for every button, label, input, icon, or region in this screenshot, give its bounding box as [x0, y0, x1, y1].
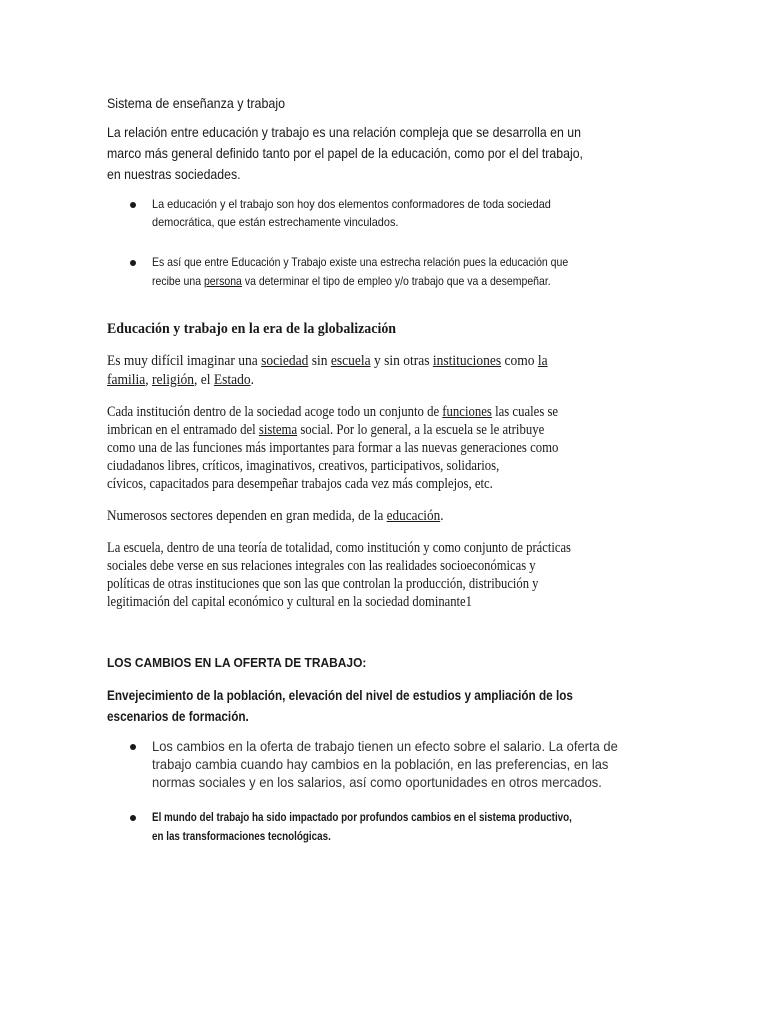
section2-p2-line-3: como una de las funciones más importantes para formar a las nuevas generaciones como: [107, 440, 559, 456]
link-religion[interactable]: religión: [151, 372, 194, 388]
section1-bullet2-line-1: Es así que entre Educación y Trabajo existe una estrecha relación pues la educación que: [152, 255, 569, 269]
section2-p2-line-5: cívicos, capacitados para desempeñar trabajos cada vez más complejos, etc.: [107, 476, 493, 492]
section2-p4-line-3: políticas de otras instituciones que son las que controlan la producción, distribución y: [107, 576, 539, 592]
bullet-icon: [130, 260, 136, 266]
text-segment: .: [250, 372, 254, 388]
link-sociedad[interactable]: sociedad: [261, 353, 309, 369]
section2-p2-line-2: [107, 423, 544, 438]
section3-subtitle-line-1: Envejecimiento de la población, elevación del nivel de estudios y ampliación de los: [107, 687, 573, 703]
section3-bullet1-line-1: Los cambios en la oferta de trabajo tienen un efecto sobre el salario. La oferta de: [152, 738, 618, 754]
link-instituciones[interactable]: instituciones: [432, 353, 502, 369]
section3-bullet1-line-2: trabajo cambia cuando hay cambios en la población, en las preferencias, en las: [152, 756, 609, 772]
section2-p4-line-4: legitimación del capital económico y cultural en la sociedad dominante1: [107, 594, 472, 610]
bullet-icon: [130, 744, 136, 750]
link-la-familia[interactable]: la: [537, 353, 548, 369]
text-segment: , el: [193, 372, 214, 388]
link-funciones[interactable]: funciones: [442, 404, 492, 420]
text-segment: ,: [145, 372, 152, 388]
section2-p4-line-2: sociales debe verse en sus relaciones integrales con las realidades socioeconómicas y: [107, 558, 536, 574]
section1-intro-line-2: marco más general definido tanto por el papel de la educación, como por el del trabajo,: [107, 145, 583, 161]
text-segment: recibe una: [152, 274, 204, 288]
section2-p1-line-2: [107, 373, 254, 388]
section3-bullet2-line-1: El mundo del trabajo ha sido impactado por profundos cambios en el sistema productivo,: [152, 810, 572, 824]
section3-bullet1-line-3: normas sociales y en los salarios, así como oportunidades en otros mercados.: [152, 774, 602, 790]
section2-p3: [107, 509, 443, 524]
section1-intro-line-1: La relación entre educación y trabajo es una relación compleja que se desarrolla en un: [107, 124, 581, 140]
link-familia[interactable]: familia: [107, 372, 146, 388]
link-educacion[interactable]: educación: [386, 508, 441, 524]
section1-bullet1-line-1: La educación y el trabajo son hoy dos elementos conformadores de toda sociedad: [152, 197, 551, 211]
text-segment: Es muy difícil imaginar una: [107, 353, 262, 369]
section1-bullet2-line-2: [152, 275, 551, 287]
section1-bullet1-line-2: democrática, que están estrechamente vinculados.: [152, 215, 399, 229]
text-segment: sin: [308, 353, 331, 369]
bullet-icon: [130, 202, 136, 208]
section2-p4-line-1: La escuela, dentro de una teoría de totalidad, como institución y como conjunto de prácticas: [107, 540, 571, 556]
section1-intro-line-3: en nuestras sociedades.: [107, 166, 241, 182]
text-segment: va determinar el tipo de empleo y/o trabajo que va a desempeñar.: [241, 274, 551, 288]
section3-bullet2-line-2: en las transformaciones tecnológicas.: [152, 829, 331, 843]
link-estado[interactable]: Estado: [213, 372, 251, 388]
link-sistema[interactable]: sistema: [258, 422, 298, 438]
section3-title: LOS CAMBIOS EN LA OFERTA DE TRABAJO:: [107, 655, 367, 670]
section2-p2-line-4: ciudadanos libres, críticos, imaginativos, creativos, participativos, solidarios,: [107, 458, 500, 474]
text-segment: y sin otras: [370, 353, 433, 369]
section2-title: Educación y trabajo en la era de la globalización: [107, 321, 397, 337]
section2-p2-line-1: [107, 405, 558, 420]
text-segment: Numerosos sectores dependen en gran medida, de la: [107, 508, 387, 524]
text-segment: Cada institución dentro de la sociedad acoge todo un conjunto de: [107, 404, 443, 420]
bullet-icon: [130, 815, 136, 821]
section1-title: Sistema de enseñanza y trabajo: [107, 95, 286, 111]
text-segment: imbrican en el entramado del: [107, 422, 259, 438]
text-segment: como: [501, 353, 538, 369]
text-segment: las cuales se: [491, 404, 559, 420]
link-escuela[interactable]: escuela: [330, 353, 371, 369]
text-segment: social. Por lo general, a la escuela se le atribuye: [297, 422, 545, 438]
section2-p1-line-1: [107, 354, 548, 369]
link-persona[interactable]: persona: [203, 274, 242, 288]
section3-subtitle-line-2: escenarios de formación.: [107, 708, 249, 724]
text-segment: .: [440, 508, 444, 524]
